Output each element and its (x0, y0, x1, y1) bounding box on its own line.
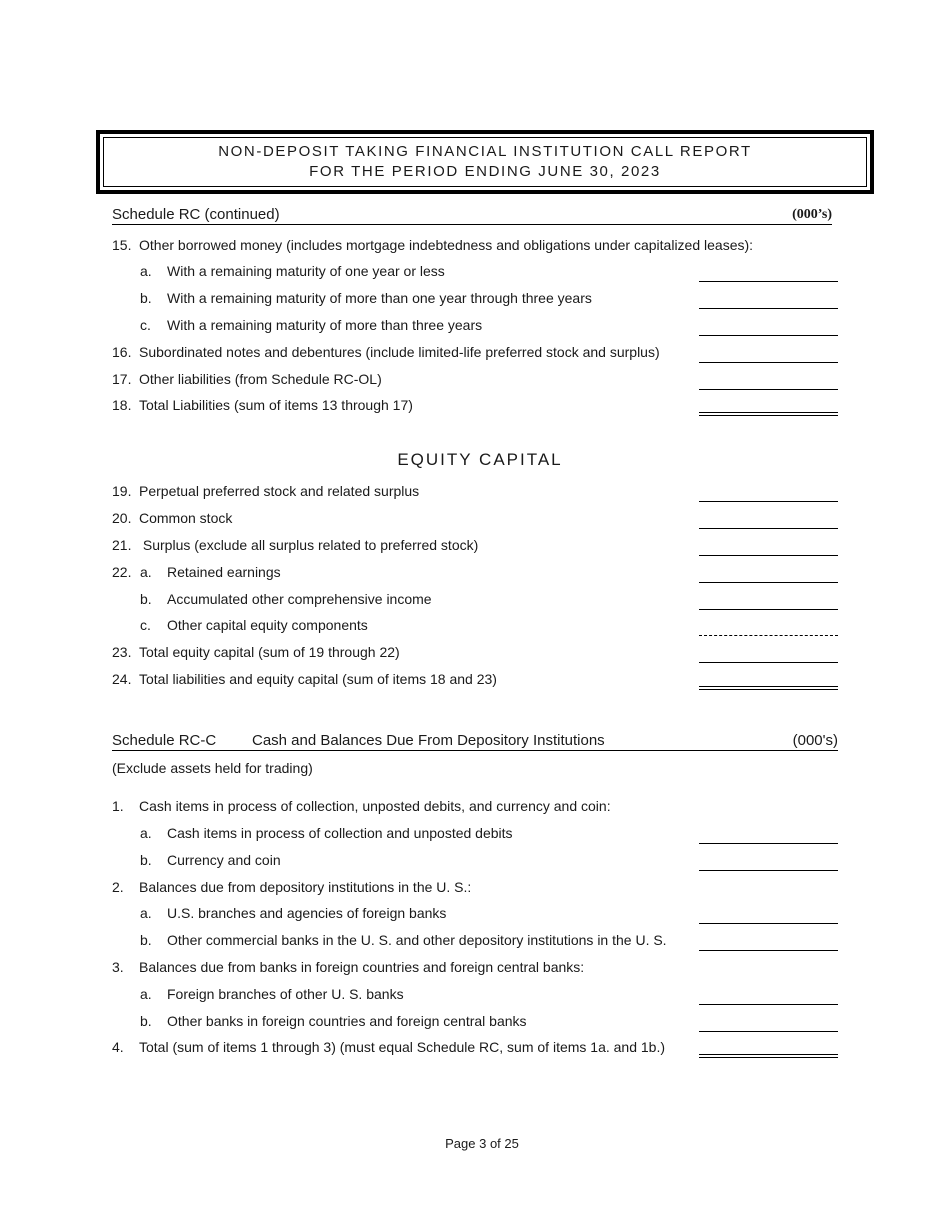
rc-item-15a (112, 260, 838, 282)
item-number: 20. (112, 510, 132, 526)
rcc-item-2a (112, 902, 838, 924)
rcc-item-1b (112, 849, 838, 871)
item-number: 24. (112, 671, 132, 687)
rc-item-15b (112, 287, 838, 309)
item-number: 21. (112, 537, 132, 553)
report-title: NON-DEPOSIT TAKING FINANCIAL INSTITUTION CALL REPORT (218, 143, 752, 160)
item-number: 17. (112, 371, 132, 387)
item-label: U.S. branches and agencies of foreign banks (167, 905, 447, 921)
equity-item-22c (112, 614, 838, 636)
item-label: Total liabilities and equity capital (sum of items 18 and 23) (139, 671, 497, 687)
item-label: Common stock (139, 510, 233, 526)
amount-field[interactable] (699, 555, 838, 556)
report-title-box (96, 130, 874, 194)
item-label: Retained earnings (167, 564, 281, 580)
item-label: Other capital equity components (167, 617, 368, 633)
schedule-rcc-heading (112, 730, 838, 751)
item-sub-letter: a. (140, 825, 152, 841)
item-label: Other banks in foreign countries and foreign central banks (167, 1013, 527, 1029)
report-period: FOR THE PERIOD ENDING JUNE 30, 2023 (309, 163, 661, 180)
item-label: Other borrowed money (includes mortgage indebtedness and obligations under capitalized leases): (139, 237, 754, 253)
amount-field[interactable] (699, 528, 838, 529)
total-amount-field[interactable] (699, 686, 838, 690)
item-label: Cash items in process of collection and unposted debits (167, 825, 513, 841)
item-sub-letter: c. (140, 617, 151, 633)
item-sub-letter: b. (140, 290, 152, 306)
amount-field[interactable] (699, 362, 838, 363)
item-sub-letter: a. (140, 905, 152, 921)
schedule-rc-heading (112, 204, 832, 225)
item-label: Perpetual preferred stock and related surplus (139, 483, 420, 499)
item-label: Foreign branches of other U. S. banks (167, 986, 404, 1002)
item-sub-letter: a. (140, 263, 152, 279)
equity-item-24 (112, 668, 838, 690)
item-label: Total equity capital (sum of 19 through 22) (139, 644, 400, 660)
amount-field[interactable] (699, 923, 838, 924)
schedule-rcc-unit: (000's) (792, 732, 838, 749)
amount-field[interactable] (699, 843, 838, 844)
item-sub-letter: a. (140, 564, 152, 580)
item-label: With a remaining maturity of more than one year through three years (167, 290, 592, 306)
item-number: 15. (112, 237, 132, 253)
item-number: 2. (112, 879, 124, 895)
item-label: Accumulated other comprehensive income (167, 591, 432, 607)
schedule-rcc-note: (Exclude assets held for trading) (112, 760, 313, 776)
item-sub-letter: c. (140, 317, 151, 333)
rcc-item-3 (112, 956, 838, 978)
amount-field[interactable] (699, 1031, 838, 1032)
amount-field[interactable] (699, 501, 838, 502)
rcc-item-1a (112, 822, 838, 844)
item-label: Subordinated notes and debentures (include limited-life preferred stock and surplus) (139, 344, 660, 360)
item-label: Cash items in process of collection, unposted debits, and currency and coin: (139, 798, 611, 814)
rcc-item-2b (112, 929, 838, 951)
equity-item-22b (112, 588, 838, 610)
equity-item-21 (112, 534, 838, 556)
rc-item-15c (112, 314, 838, 336)
amount-field[interactable] (699, 582, 838, 583)
rc-item-18 (112, 394, 838, 416)
total-amount-field[interactable] (699, 1054, 838, 1058)
item-label: With a remaining maturity of more than three years (167, 317, 483, 333)
equity-item-19 (112, 480, 838, 502)
amount-field[interactable] (699, 870, 838, 871)
item-label: Surplus (exclude all surplus related to preferred stock) (139, 537, 479, 553)
amount-field[interactable] (699, 1004, 838, 1005)
rcc-item-1 (112, 795, 838, 817)
amount-field[interactable] (699, 281, 838, 282)
item-number: 1. (112, 798, 124, 814)
equity-capital-title: EQUITY CAPITAL (397, 450, 563, 469)
rcc-item-4 (112, 1036, 838, 1058)
item-sub-letter: b. (140, 591, 152, 607)
schedule-rcc-code: Schedule RC-C (112, 732, 217, 749)
rcc-item-3b (112, 1010, 838, 1032)
total-amount-field[interactable] (699, 412, 838, 416)
item-label: Total Liabilities (sum of items 13 through 17) (139, 397, 413, 413)
item-label: Total (sum of items 1 through 3) (must equal Schedule RC, sum of items 1a. and 1b.) (139, 1039, 666, 1055)
item-number: 19. (112, 483, 132, 499)
rcc-item-2 (112, 876, 838, 898)
item-number: 22. (112, 564, 132, 580)
rc-item-17 (112, 368, 838, 390)
item-label: Balances due from depository institutions in the U. S.: (139, 879, 472, 895)
item-label: Other liabilities (from Schedule RC-OL) (139, 371, 382, 387)
rc-item-16 (112, 341, 838, 363)
item-label: Other commercial banks in the U. S. and other depository institutions in the U. S. (167, 932, 667, 948)
equity-item-22a (112, 561, 838, 583)
schedule-rc-unit: (000’s) (792, 207, 832, 222)
equity-item-20 (112, 507, 838, 529)
schedule-rc-title: Schedule RC (continued) (112, 206, 280, 223)
item-sub-letter: a. (140, 986, 152, 1002)
item-sub-letter: b. (140, 852, 152, 868)
item-label: Balances due from banks in foreign countries and foreign central banks: (139, 959, 585, 975)
report-title-inner (103, 137, 867, 187)
item-label: Currency and coin (167, 852, 281, 868)
amount-field[interactable] (699, 662, 838, 663)
rcc-item-3a (112, 983, 838, 1005)
amount-field[interactable] (699, 635, 838, 636)
amount-field[interactable] (699, 609, 838, 610)
rc-item-15 (112, 234, 838, 256)
amount-field[interactable] (699, 308, 838, 309)
equity-item-23 (112, 641, 838, 663)
page-number: Page 3 of 25 (445, 1136, 519, 1151)
amount-field[interactable] (699, 389, 838, 390)
item-number: 18. (112, 397, 132, 413)
amount-field[interactable] (699, 335, 838, 336)
item-number: 3. (112, 959, 124, 975)
item-number: 4. (112, 1039, 124, 1055)
item-number: 16. (112, 344, 132, 360)
item-sub-letter: b. (140, 932, 152, 948)
item-number: 23. (112, 644, 132, 660)
item-sub-letter: b. (140, 1013, 152, 1029)
schedule-rcc-title: Cash and Balances Due From Depository Institutions (252, 732, 605, 749)
item-label: With a remaining maturity of one year or less (167, 263, 445, 279)
amount-field[interactable] (699, 950, 838, 951)
